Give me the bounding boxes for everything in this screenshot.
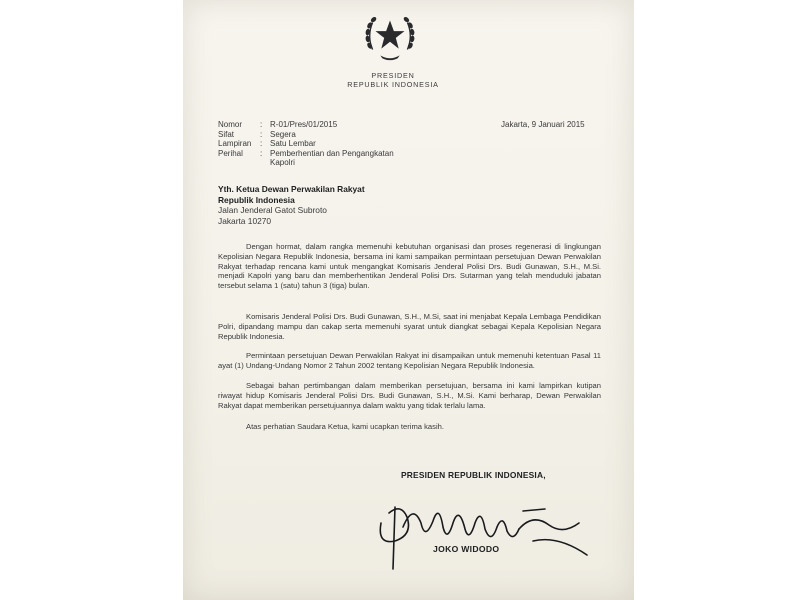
meta-row [218,130,420,140]
recipient-address [218,184,365,226]
meta-value: Pemberhentian dan Pengangkatan [270,148,394,158]
letterhead-title: PRESIDEN [371,71,415,80]
star-in-wreath-emblem-icon [361,6,419,66]
meta-value: Segera [270,129,296,139]
paragraph-text: Dengan hormat, dalam rangka memenuhi kebutuhan organisasi dan proses regenerasi di lingkungan Kepolisian Negara Republik Indonesia, bersama ini kami sampaikan permintaan persetujuan Dewan Perwakilan Rakyat terhadap rencana kami untuk mengangkat Komisaris Jenderal Polisi Drs. Budi Gunawan, S.H., M.Si. menjadi Kapolri yang baru dan memberhentikan Jenderal Polisi Drs. Sutarman yang telah menduduki jabatan tersebut selama 1 (satu) tahun 3 (tiga) bulan. [218,242,601,291]
meta-key: Sifat [218,129,235,139]
meta-row [218,120,420,130]
recipient-line: Republik Indonesia [218,194,295,205]
meta-row [218,149,420,159]
letter-date: Jakarta, 9 Januari 2015 [501,120,585,129]
handwritten-signature [373,483,593,573]
meta-row [218,158,420,168]
meta-colon [260,158,270,168]
recipient-line: Yth. Ketua Dewan Perwakilan Rakyat [218,184,365,194]
body-paragraph [218,312,601,341]
paragraph-text: Sebagai bahan pertimbangan dalam memberikan persetujuan, bersama ini kami lampirkan kutipan riwayat hidup Komisaris Jenderal Polisi Drs. Budi Gunawan, S.H., M.Si. Kami berharap, Dewan Perwakilan Rakyat dapat memberikan persetujuannya dalam waktu yang tidak terlalu lama. [218,381,601,410]
signature-title: PRESIDEN REPUBLIK INDONESIA, [401,470,546,480]
meta-colon: : [260,120,263,129]
recipient-city: Jakarta 10270 [218,215,272,226]
signatory-name: JOKO WIDODO [433,544,500,554]
body-paragraph [218,351,601,371]
meta-colon: : [260,148,263,158]
body-paragraph [218,422,601,432]
letter-page [183,0,634,600]
letter-meta-block [218,120,420,168]
paragraph-text: Komisaris Jenderal Polisi Drs. Budi Gunawan, S.H., M.Si, saat ini menjabat Kepala Lembaga Pendidikan Polri, dipandang mampu dan cakap serta memenuhi syarat untuk diangkat sebagai Kepala Kepolisian Negara Republik Indonesia. [218,312,601,341]
meta-key: Nomor [218,120,243,129]
body-paragraph [218,242,601,291]
meta-value: Satu Lembar [270,139,316,149]
meta-key: Lampiran [218,139,252,149]
paragraph-text: Permintaan persetujuan Dewan Perwakilan Rakyat ini disampaikan untuk memenuhi ketentuan Pasal 11 ayat (1) Undang-Undang Nomor 2 Tahun 2002 tentang Kepolisian Negara Republik Indonesia. [218,351,601,370]
meta-value: R-01/Pres/01/2015 [270,120,338,129]
meta-key [218,158,260,168]
letterhead-subtitle: REPUBLIK INDONESIA [347,80,439,89]
body-paragraph [218,381,601,410]
recipient-street: Jalan Jenderal Gatot Subroto [218,205,327,216]
paragraph-text: Atas perhatian Saudara Ketua, kami ucapkan terima kasih. [246,422,444,431]
meta-colon: : [260,129,263,139]
meta-row [218,139,420,149]
meta-colon: : [260,139,263,149]
meta-key: Perihal [218,148,243,158]
meta-value: Kapolri [270,158,295,168]
